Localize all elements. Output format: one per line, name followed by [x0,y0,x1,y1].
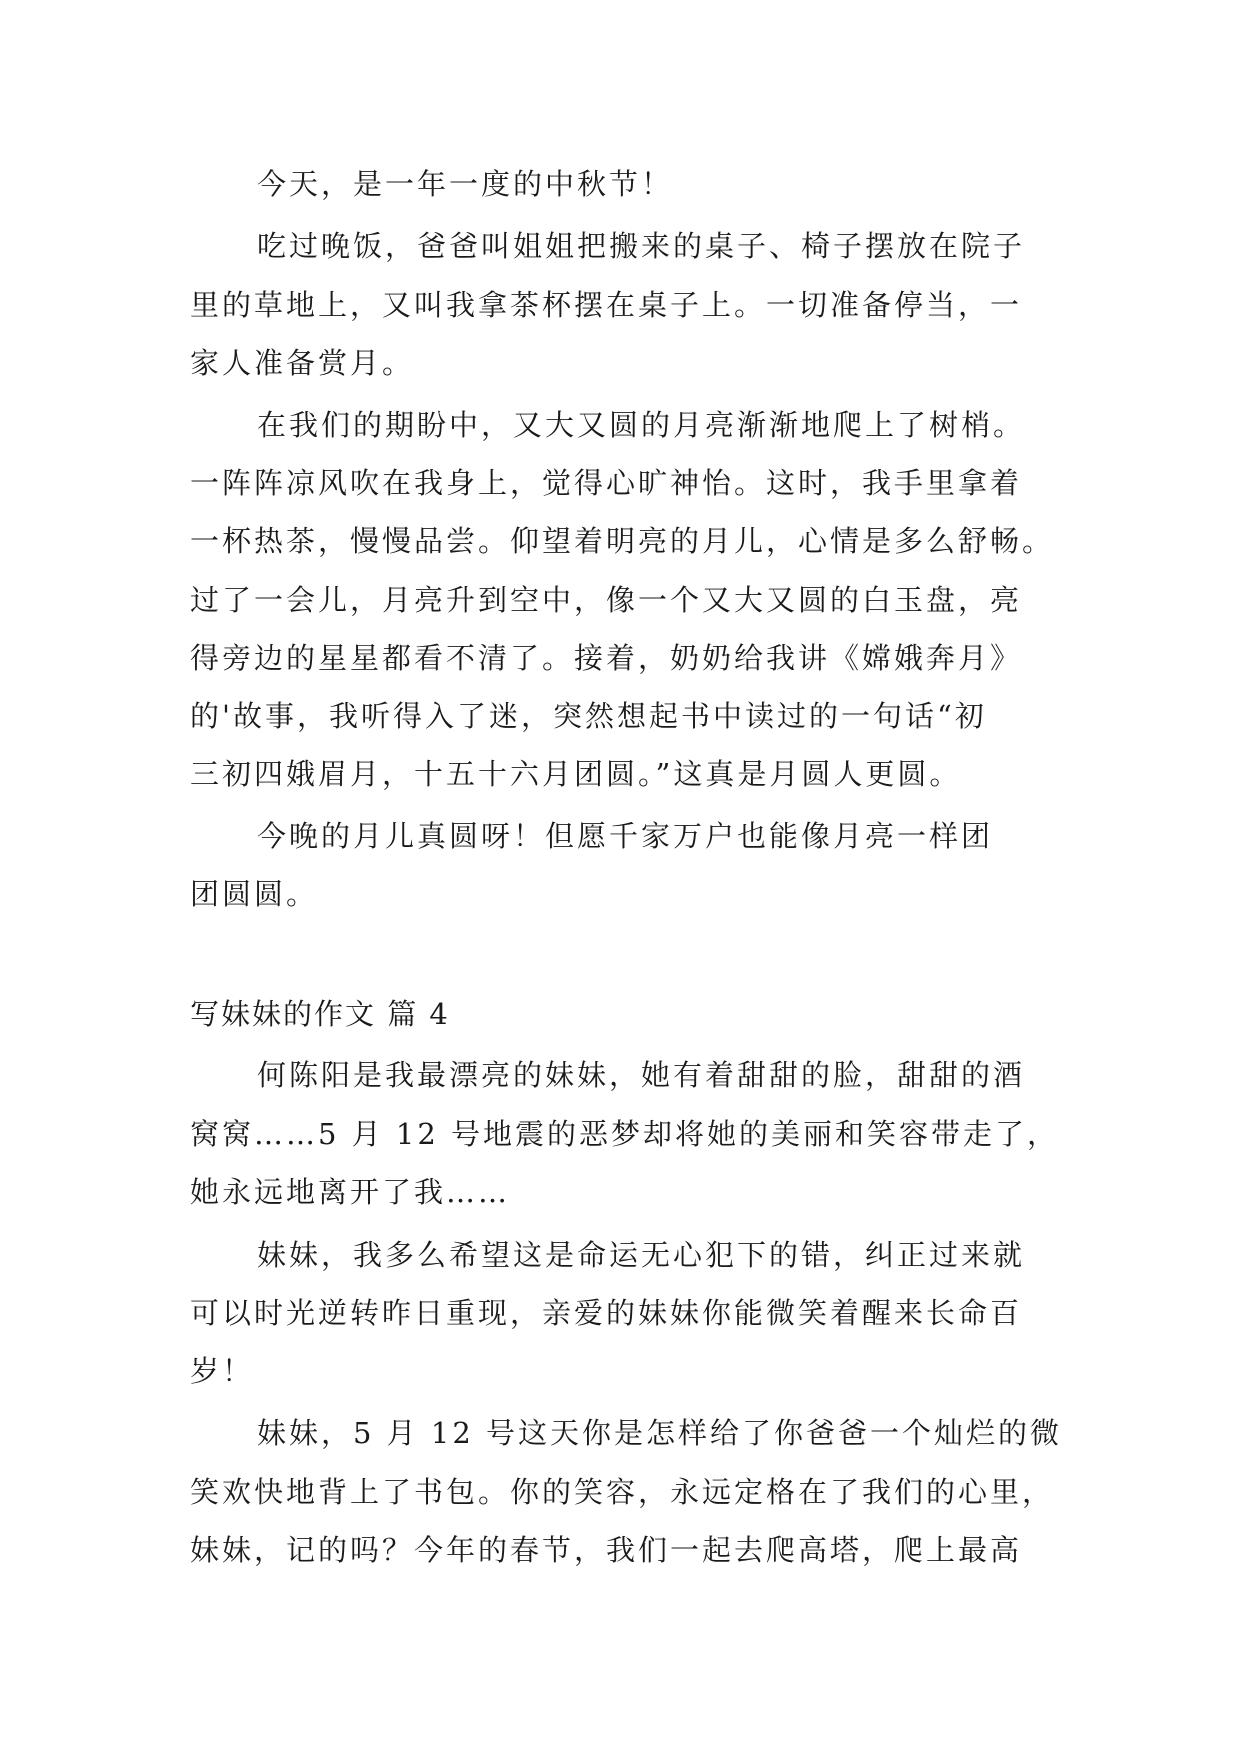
paragraph-line: 家人准备赏月。 [190,346,415,380]
paragraph-line: 笑欢快地背上了书包。你的笑容，永远定格在了我们的心里， [190,1475,1055,1509]
paragraph-line: 今天，是一年一度的中秋节！ [257,167,674,201]
paragraph-line: 三初四娥眉月，十五十六月团圆。”这真是月圆人更圆。 [190,757,962,791]
paragraph-line: 她永远地离开了我…… [190,1175,511,1209]
paragraph-line: 在我们的期盼中，又大又圆的月亮渐渐地爬上了树梢。 [257,408,1026,442]
paragraph-line: 何陈阳是我最漂亮的妹妹，她有着甜甜的脸，甜甜的酒 [257,1058,1026,1092]
paragraph-line: 得旁边的星星都看不清了。接着，奶奶给我讲《嫦娥奔月》 [190,641,1023,675]
paragraph-line: 一杯热茶，慢慢品尝。仰望着明亮的月儿，心情是多么舒畅。 [190,524,1055,558]
paragraph-line: 窝窝……5 月 12 号地震的恶梦却将她的美丽和笑容带走了， [190,1117,1060,1151]
paragraph-line: 今晚的月儿真圆呀！但愿千家万户也能像月亮一样团 [257,819,994,853]
paragraph-line: 可以时光逆转昨日重现，亲爱的妹妹你能微笑着醒来长命百 [190,1296,1023,1330]
paragraph-line: 吃过晚饭，爸爸叫姐姐把搬来的桌子、椅子摆放在院子 [257,229,1026,263]
paragraph-line: 妹妹，记的吗？今年的春节，我们一起去爬高塔，爬上最高 [190,1533,1023,1567]
paragraph-line: 妹妹，我多么希望这是命运无心犯下的错，纠正过来就 [257,1238,1026,1272]
section-heading: 写妹妹的作文 篇 4 [190,997,450,1031]
paragraph-line: 过了一会儿，月亮升到空中，像一个又大又圆的白玉盘，亮 [190,583,1023,617]
paragraph-line: 团圆圆。 [190,877,319,911]
paragraph-line: 岁！ [190,1354,255,1388]
paragraph-line: 里的草地上，又叫我拿茶杯摆在桌子上。一切准备停当，一 [190,288,1023,322]
paragraph-line: 妹妹，5 月 12 号这天你是怎样给了你爸爸一个灿烂的微 [257,1416,1063,1450]
paragraph-line: 一阵阵凉风吹在我身上，觉得心旷神怡。这时，我手里拿着 [190,466,1023,500]
paragraph-line: 的'故事，我听得入了迷，突然想起书中读过的一句话“初 [190,699,987,733]
